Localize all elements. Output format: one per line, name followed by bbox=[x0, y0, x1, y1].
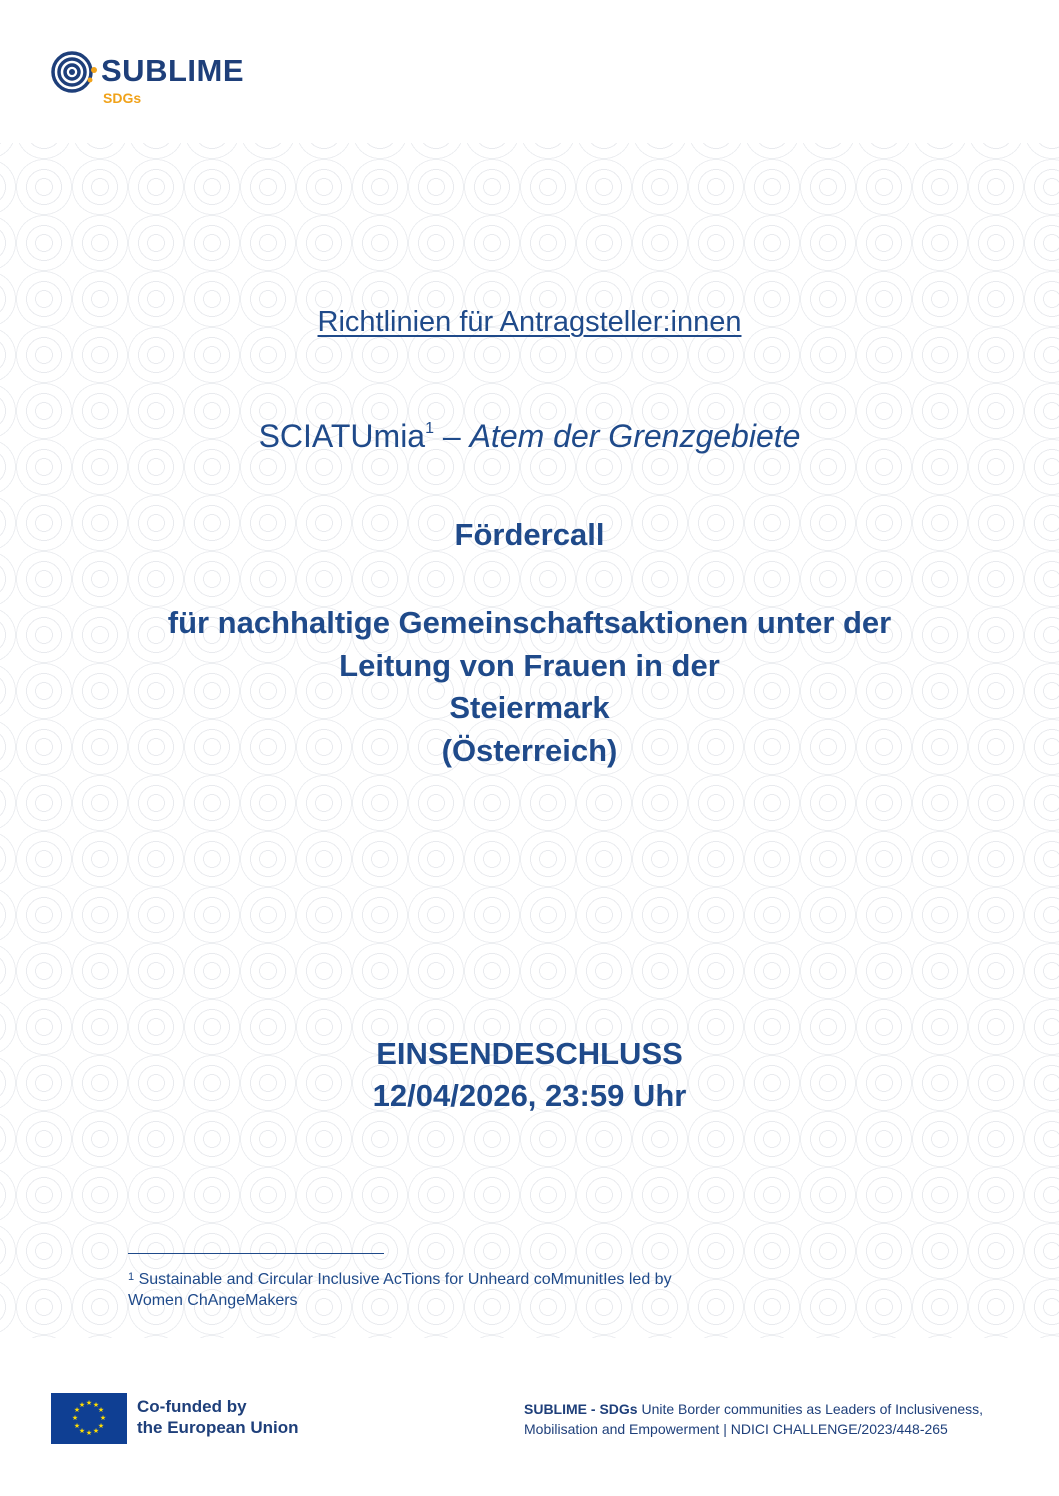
project-line2: Mobilisation and Empowerment | NDICI CHALLENGE/2023/448-265 bbox=[524, 1420, 948, 1437]
svg-text:★: ★ bbox=[85, 1399, 93, 1407]
subtitle-main: SCIATUmia bbox=[258, 418, 426, 454]
svg-text:★: ★ bbox=[97, 1406, 105, 1414]
svg-text:★: ★ bbox=[78, 1401, 86, 1409]
project-name: SUBLIME - SDGs bbox=[524, 1401, 638, 1417]
footnote-number: 1 bbox=[128, 1271, 135, 1283]
project-reference bbox=[524, 1400, 983, 1439]
svg-text:★: ★ bbox=[85, 1429, 93, 1437]
svg-text:★: ★ bbox=[73, 1406, 81, 1414]
footnote-ref: 1 bbox=[425, 420, 434, 437]
page-title: Richtlinien für Antragsteller:innen bbox=[317, 306, 742, 338]
footnote-line2: Women ChAngeMakers bbox=[128, 1292, 298, 1309]
subtitle-italic: Atem der Grenzgebiete bbox=[469, 418, 801, 454]
deadline-value: 12/04/2026, 23:59 Uhr bbox=[372, 1078, 687, 1113]
footnote-line1: Sustainable and Circular Inclusive AcTions for Unheard coMmunitIes led by bbox=[134, 1271, 672, 1288]
logo-name: SUBLIME bbox=[101, 53, 244, 88]
svg-text:★: ★ bbox=[97, 1422, 105, 1430]
eu-flag-icon bbox=[51, 1393, 127, 1444]
call-description bbox=[0, 602, 1059, 772]
footnote-divider bbox=[128, 1253, 384, 1254]
svg-text:★: ★ bbox=[73, 1422, 81, 1430]
project-line1: Unite Border communities as Leaders of Inclusiveness, bbox=[637, 1401, 984, 1417]
svg-text:★: ★ bbox=[99, 1414, 107, 1422]
svg-text:★: ★ bbox=[71, 1414, 79, 1422]
logo-sub: SDGs bbox=[103, 90, 142, 106]
svg-text:★: ★ bbox=[78, 1427, 86, 1435]
project-subtitle bbox=[0, 418, 1059, 455]
subtitle-dash: – bbox=[434, 418, 470, 454]
svg-text:★: ★ bbox=[92, 1427, 100, 1435]
description-line: Steiermark bbox=[449, 690, 610, 725]
description-line: (Österreich) bbox=[441, 732, 618, 768]
description-line: Leitung von Frauen in der bbox=[339, 647, 720, 683]
svg-text:★: ★ bbox=[92, 1401, 100, 1409]
eu-line1: Co-funded by bbox=[137, 1397, 247, 1416]
eu-cofunded-text bbox=[137, 1396, 299, 1438]
footnote bbox=[128, 1267, 768, 1311]
deadline-label: EINSENDESCHLUSS bbox=[376, 1036, 683, 1071]
eu-line2: the European Union bbox=[137, 1418, 299, 1437]
foerdercall-heading: Fördercall bbox=[454, 517, 605, 552]
description-line: für nachhaltige Gemeinschaftsaktionen unter der bbox=[167, 605, 892, 640]
deadline-block bbox=[0, 1033, 1059, 1117]
